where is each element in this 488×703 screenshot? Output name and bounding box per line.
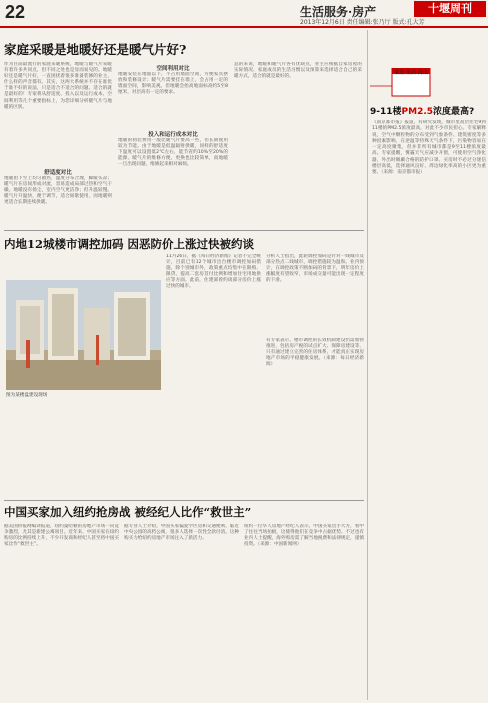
masthead [0, 0, 488, 28]
article1-sub2: 空间利用对比 [156, 66, 190, 72]
article3-col3: 纽约一位华人房地产经纪人表示，中国买家出手大方，看中了往往当场拍板，这使得他们在竞争中占据优势。不过也有业内人士提醒，海外购房需了解当地税费和法律规定，谨慎投资。（来源：中国新闻网） [244, 524, 364, 548]
divider [4, 500, 364, 501]
sidebar-tag-graphic [370, 68, 488, 104]
article2-col2: 分析人士指出，此轮调控加码是针对一线城市及部分热点二线城市，调控措施较为温和。业内预计，在调控政策不断加码的背景下，明年房价上涨幅度有望收窄，市场成交量可能出现一定程度的下滑。 [266, 254, 364, 284]
article1-col3: 总的来说，地暖和暖气片各有优缺点，业主应根据自家房屋的实际情况、家庭成员的生活习惯以及预算来选择适合自己的采暖方式，适合的就是最好的。 [234, 62, 362, 80]
section-title: 生活服务·房产 [300, 5, 377, 19]
building-photo [6, 280, 161, 390]
divider [4, 230, 364, 231]
article3-title: 中国买家加入纽约抢房战 被经纪人比作“救世主” [4, 505, 252, 519]
sidebar-title [370, 104, 486, 117]
photo-caption: 图为某楼盘建设现场 [6, 393, 48, 398]
article1-title: 家庭采暖是地暖好还是暖气片好? [4, 42, 187, 57]
article1-col2b: 地暖的初装费用一般比暖气片要高一些，但长期使用较为节能。由于地暖是低温辐射供暖，同样的舒适度下温度可以设置低2℃左右，能节省约10%至20%的能源。暖气片的维修方便，更换也比较简单，而地暖一旦出现问题，维修起来相对麻烦。 [118, 138, 228, 168]
article2-col3: 有专家表示，楼市调控的长效机制建设仍需加快推进，包括房产税的试点扩大、保障房建设等，只有通过建立完善的住房体系，才能真正实现房地产市场的平稳健康发展。（来源：每日经济新闻） [266, 338, 364, 368]
article1-sub3: 投入和运行成本对比 [148, 132, 198, 138]
article1-sub1: 舒适度对比 [44, 170, 72, 176]
article3-col2: 据专业人士介绍，中国买家偏爱学区房和交通便利、临近中央公园的高档公寓，很多人选择一次性全款付清。这种购买力给纽约房地产市场注入了新活力。 [124, 524, 239, 542]
article2-col1: 11月26日，据《每日经济新闻》记者不完全统计，目前已有12个城市出台楼市调控加码措施，除个别城市外，政策重点均集中在限购、限贷、提高二套房首付比例和增加住宅用地供应等方面。此前，住建部曾约谈部分房价上涨过快的城市。 [166, 254, 261, 290]
sidebar-title-suffix: 浓度最高? [433, 107, 475, 117]
brand-badge: 十堰周刊 [414, 1, 486, 17]
sidebar-title-highlight: PM2.5 [401, 107, 434, 117]
article1-col1: 作为目前最流行的家庭采暖系统，地暖与暖气片采暖有着许多共同点，但不同之处也是显而易见的。地暖好还是暖气片好，一直困扰着很多准备装修的业主，什么样的声音都有。其实，这两大系统并不存在谁优于谁不好的说法，只是适合不适合的问题。适合的就是最好的！专家将从舒适度、投入以及运行成本、空间利用等几个重要指标上，为您详细分析暖气片与地暖的区别。 [4, 62, 112, 110]
page-number: 22 [5, 2, 26, 22]
article3-col1: 据美国侨报网编译报道，纽约曼哈顿的房地产市场一向竞争激烈，尤其是新建公寓项目。近年来，中国买家在纽约购房的比例持续上升，不少开发商和经纪人甚至将中国买家比作“救世主”。 [4, 524, 119, 548]
sidebar-tag: 家居 生活 资讯 [394, 70, 428, 76]
article2-title: 内地12城楼市调控加码 因恶防价上涨过快被约谈 [4, 237, 255, 251]
sidebar-title-prefix: 9-11楼 [370, 107, 402, 117]
article1-col1b: 地暖由下至上均匀散热，温度分布合理，脚暖头凉；暖气片在房间形成对流，容易造成局部过热和空气干燥。地暖没有扬尘，室内空气更洁净；但升温较慢。暖气片升温快，便于调节，适合间歇使用，而地暖则更适合长期连续供暖。 [4, 176, 112, 206]
sidebar-text: 《南京都市报》报道，有研究发现，城市里高层住宅9到11楼的PM2.5浓度最高，对此不少市民担心。专家解释说，空气中颗粒物的分布受到气象条件、建筑密度等多种因素影响，在逆温等特殊天气条件下，污染物容易在一定高度聚集，但并非所有城市都是9至11楼浓度最高。专家提醒，雾霾天气应减少开窗，可使用空气净化器，外出时佩戴合格的防护口罩。买房时不必过分迷信楼层高低，选择通风良好、周边绿化率高的小区更为重要。（来源：南京都市报） [372, 120, 486, 176]
dateline: 2013年12月6日 责任编辑:张乃厅 版式:孔大芳 [300, 19, 425, 26]
column-divider [367, 30, 368, 700]
article1-col2: 地暖安装在地面以下，不占用墙面空间，方便家具摆放和装修设计；暖气片需要挂在墙上，会占用一定的墙面空间，影响美观。但地暖会抬高地面标高约5至8厘米，对层高有一定的要求。 [118, 72, 228, 96]
